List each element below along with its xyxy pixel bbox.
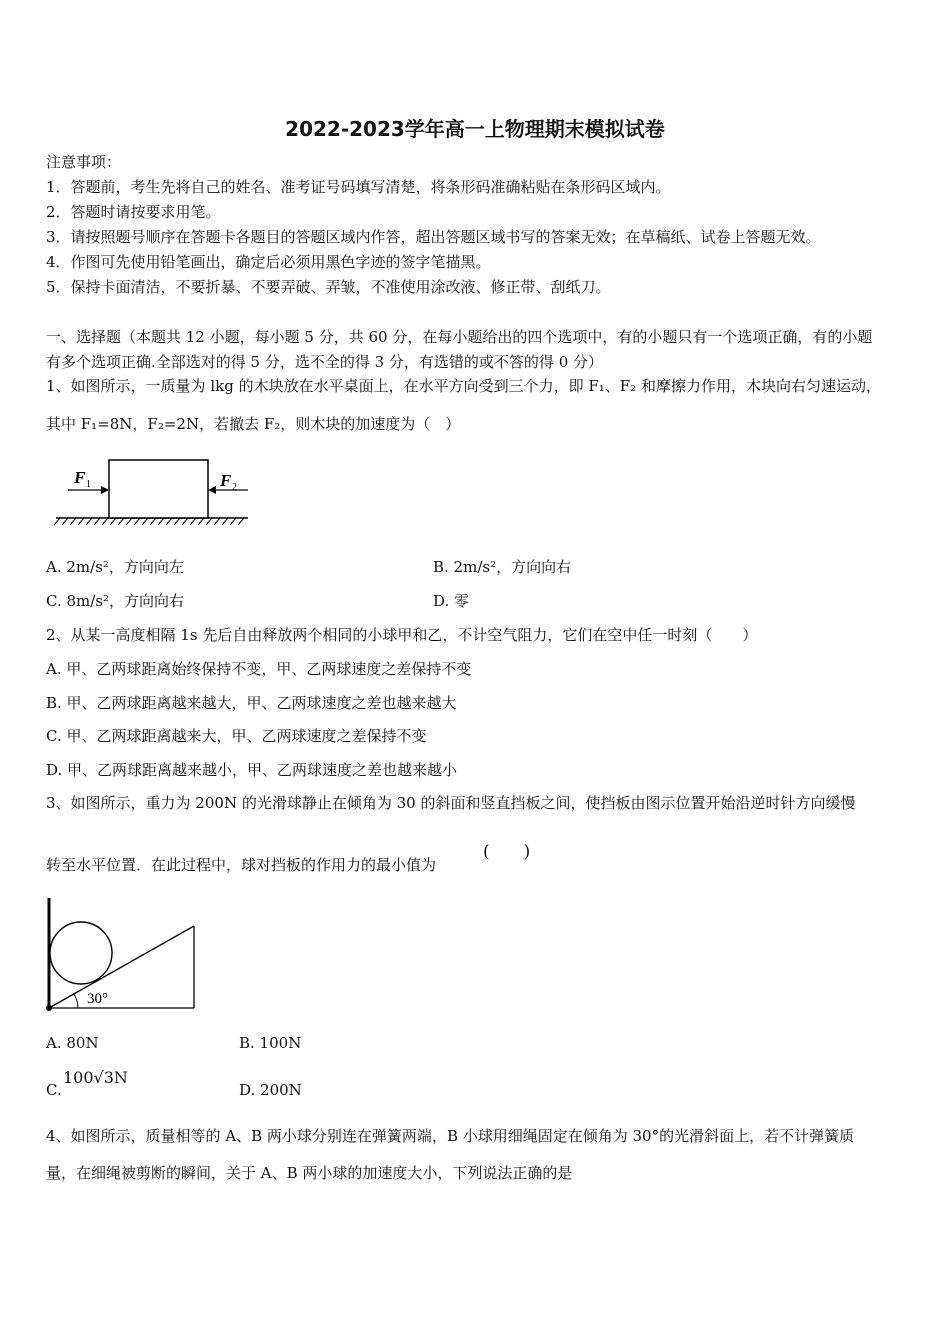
q3-slope-figure [40, 895, 200, 1015]
q3-option-c-value: 100√3N [63, 1068, 128, 1087]
q1-fig-f1-label: F [74, 468, 86, 487]
q1-option-d: D. 零 [433, 592, 470, 610]
q1-option-c: C. 8m/s²，方向向右 [46, 592, 185, 610]
q1-fig-f2-label: F [220, 471, 232, 490]
q2-option-d: D. 甲、乙两球距离越来越小，甲、乙两球速度之差也越来越小 [46, 761, 458, 779]
q3-fig-angle-label: 30° [87, 991, 108, 1007]
q3-option-c-label: C. [46, 1081, 62, 1099]
q1-option-a: A. 2m/s²，方向向左 [46, 558, 184, 576]
q1-fig-f1-sub: 1 [86, 479, 91, 490]
page-title: 2022-2023学年高一上物理期末模拟试卷 [285, 117, 665, 141]
notice-item-2: 2．答题时请按要求用笔。 [46, 203, 221, 221]
q3-option-d: D. 200N [239, 1081, 302, 1099]
q2-option-b: B. 甲、乙两球距离越来越大，甲、乙两球速度之差也越来越大 [46, 694, 457, 712]
q4-stem-line2: 量，在细绳被剪断的瞬间，关于 A、B 两小球的加速度大小，下列说法正确的是 [46, 1164, 573, 1182]
q3-stem-line2: 转至水平位置．在此过程中，球对挡板的作用力的最小值为 [46, 856, 437, 874]
notice-heading: 注意事项： [46, 153, 122, 171]
q1-fig-f2-sub: 2 [232, 482, 237, 493]
q4-stem-line1: 4、如图所示，质量相等的 A、B 两小球分别连在弹簧两端，B 小球用细绳固定在倾角为 30°的光滑斜面上，若不计弹簧质 [46, 1127, 855, 1145]
q2-stem: 2、从某一高度相隔 1s 先后自由释放两个相同的小球甲和乙，不计空气阻力，它们在空中任一时刻（ ） [46, 626, 758, 644]
section-heading-line2: 有多个选项正确.全部选对的得 5 分，选不全的得 3 分，有选错的或不答的得 0 分） [46, 353, 604, 371]
q3-option-a: A. 80N [46, 1034, 99, 1052]
section-heading-line1: 一、选择题（本题共 12 小题，每小题 5 分，共 60 分，在每小题给出的四个选项中，有的小题只有一个选项正确，有的小题 [46, 328, 873, 346]
notice-item-3: 3．请按照题号顺序在答题卡各题目的答题区域内作答，超出答题区域书写的答案无效；在草稿纸、试卷上答题无效。 [46, 228, 821, 246]
q3-stem-line1: 3、如图所示，重力为 200N 的光滑球静止在倾角为 30 的斜面和竖直挡板之间，使挡板由图示位置开始沿逆时针方向缓慢 [46, 794, 856, 812]
q3-option-b: B. 100N [239, 1034, 302, 1052]
q3-answer-paren: ( ) [483, 842, 531, 862]
q1-option-b: B. 2m/s²，方向向右 [433, 558, 572, 576]
q2-option-a: A. 甲、乙两球距离始终保持不变，甲、乙两球速度之差保持不变 [46, 660, 472, 678]
q1-stem-line2: 其中 F₁=8N，F₂=2N，若撤去 F₂，则木块的加速度为（ ） [46, 415, 461, 433]
notice-item-1: 1．答题前，考生先将自己的姓名、准考证号码填写清楚，将条形码准确粘贴在条形码区域内。 [46, 178, 671, 196]
q1-stem-line1: 1、如图所示，一质量为 lkg 的木块放在水平桌面上，在水平方向受到三个力，即 F₁、F₂ 和摩擦力作用，木块向右匀速运动， [46, 377, 881, 395]
q1-block-figure [52, 455, 252, 527]
q2-option-c: C. 甲、乙两球距离越来大，甲、乙两球速度之差保持不变 [46, 727, 427, 745]
notice-item-4: 4．作图可先使用铅笔画出，确定后必须用黑色字迹的签字笔描黑。 [46, 253, 491, 271]
notice-item-5: 5．保持卡面清洁，不要折暴、不要弄破、弄皱，不准使用涂改液、修正带、刮纸刀。 [46, 278, 611, 296]
